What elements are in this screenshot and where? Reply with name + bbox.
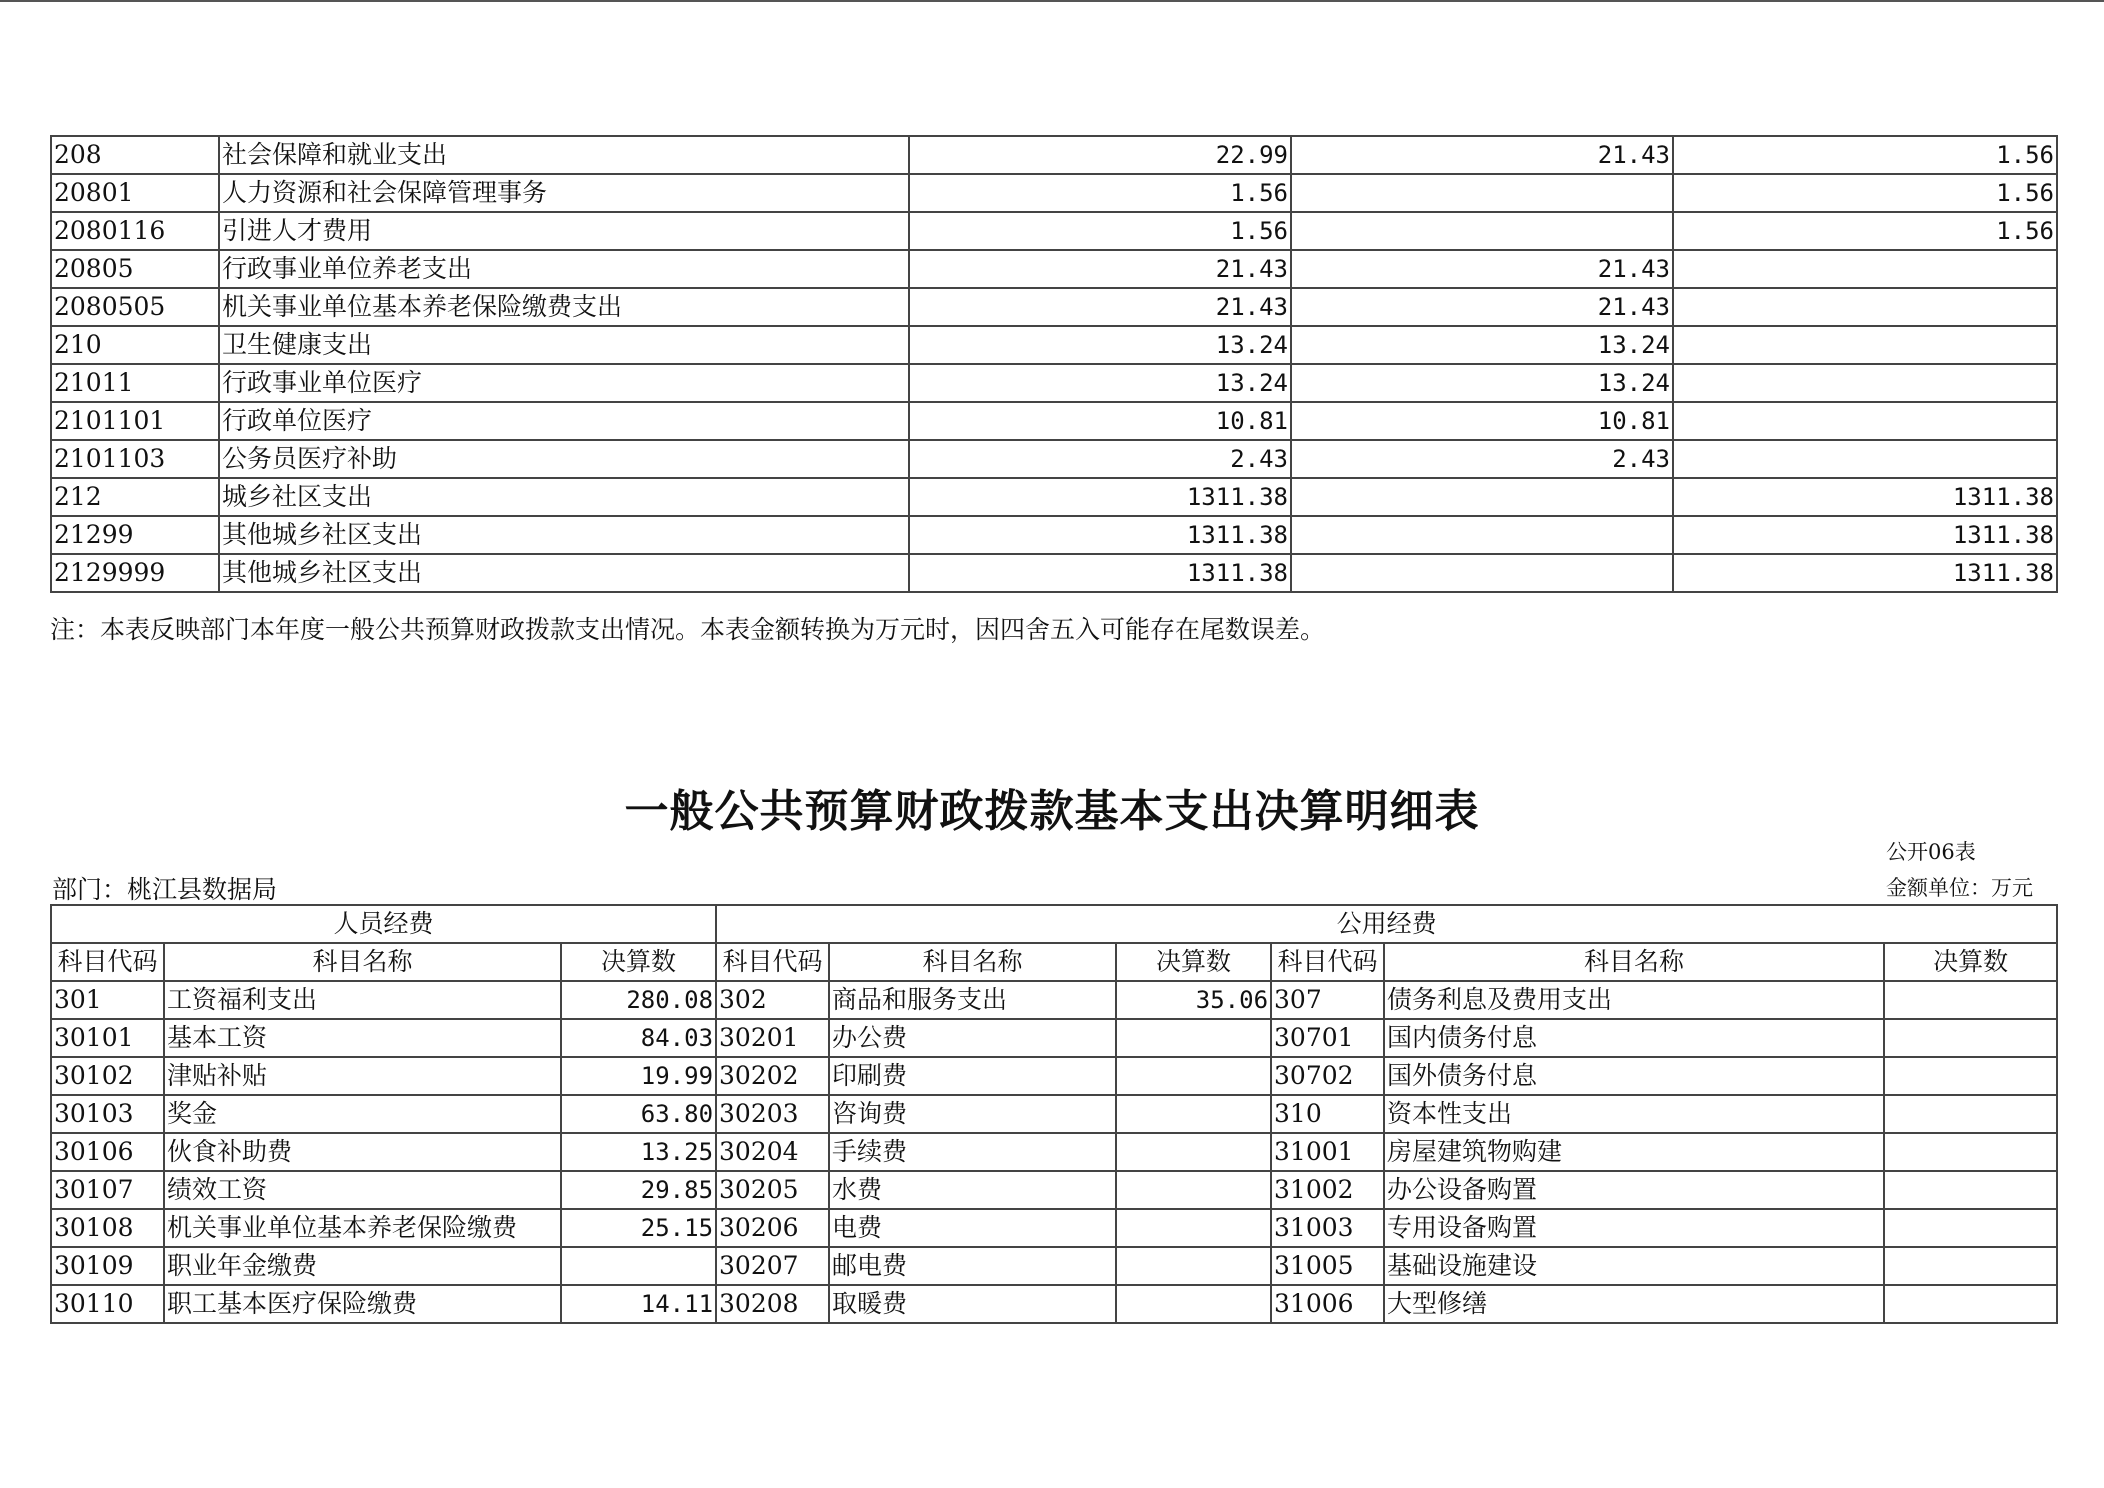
public-subject-name: 办公设备购置 <box>1384 1171 1884 1209</box>
table-row <box>51 981 2057 1019</box>
total-amount: 1.56 <box>909 174 1291 212</box>
public-subject-name: 大型修缮 <box>1384 1285 1884 1323</box>
subject-code: 210 <box>51 326 219 364</box>
public-subject-code: 30201 <box>716 1019 829 1057</box>
basic-expenditure-amount: 21.43 <box>1291 288 1673 326</box>
table-row <box>51 1019 2057 1057</box>
personnel-subject-code: 30101 <box>51 1019 164 1057</box>
project-expenditure-amount <box>1673 364 2057 402</box>
basic-expenditure-amount: 21.43 <box>1291 136 1673 174</box>
subject-code: 2101103 <box>51 440 219 478</box>
public-amount <box>1116 1133 1271 1171</box>
personnel-subject-name: 绩效工资 <box>164 1171 561 1209</box>
table-row <box>51 212 2057 250</box>
public-subject-code: 31005 <box>1271 1247 1384 1285</box>
public-amount <box>1884 981 2057 1019</box>
table-row <box>51 326 2057 364</box>
basic-expenditure-amount <box>1291 174 1673 212</box>
public-subject-code: 30204 <box>716 1133 829 1171</box>
public-amount <box>1116 1019 1271 1057</box>
project-expenditure-amount: 1.56 <box>1673 136 2057 174</box>
project-expenditure-amount <box>1673 402 2057 440</box>
subject-name: 行政单位医疗 <box>219 402 909 440</box>
table-row <box>51 1209 2057 1247</box>
public-subject-code: 30206 <box>716 1209 829 1247</box>
personnel-expense-header: 人员经费 <box>51 905 716 943</box>
personnel-amount: 19.99 <box>561 1057 716 1095</box>
personnel-subject-name: 机关事业单位基本养老保险缴费 <box>164 1209 561 1247</box>
total-amount: 2.43 <box>909 440 1291 478</box>
public-subject-code: 30203 <box>716 1095 829 1133</box>
detail-table-body <box>51 981 2057 1323</box>
table-note: 注：本表反映部门本年度一般公共预算财政拨款支出情况。本表金额转换为万元时，因四舍五入可能存在尾数误差。 <box>50 615 1326 644</box>
subject-code: 208 <box>51 136 219 174</box>
personnel-subject-code: 30102 <box>51 1057 164 1095</box>
col-header-amount: 决算数 <box>561 943 716 981</box>
table-row <box>51 1285 2057 1323</box>
basic-expenditure-amount <box>1291 516 1673 554</box>
group-header-row <box>51 905 2057 943</box>
table-row <box>51 1095 2057 1133</box>
public-subject-code: 30702 <box>1271 1057 1384 1095</box>
basic-expenditure-amount: 2.43 <box>1291 440 1673 478</box>
col-header-amount: 决算数 <box>1116 943 1271 981</box>
personnel-subject-code: 30107 <box>51 1171 164 1209</box>
project-expenditure-amount: 1311.38 <box>1673 554 2057 592</box>
subject-name: 其他城乡社区支出 <box>219 554 909 592</box>
basic-expenditure-amount: 13.24 <box>1291 364 1673 402</box>
public-amount <box>1116 1057 1271 1095</box>
public-amount <box>1116 1171 1271 1209</box>
public-subject-name: 邮电费 <box>829 1247 1116 1285</box>
public-subject-name: 国内债务付息 <box>1384 1019 1884 1057</box>
basic-expenditure-amount <box>1291 554 1673 592</box>
public-subject-name: 债务利息及费用支出 <box>1384 981 1884 1019</box>
subject-code: 21011 <box>51 364 219 402</box>
personnel-amount: 63.80 <box>561 1095 716 1133</box>
project-expenditure-amount: 1311.38 <box>1673 516 2057 554</box>
col-header-name: 科目名称 <box>829 943 1116 981</box>
total-amount: 13.24 <box>909 326 1291 364</box>
project-expenditure-amount <box>1673 250 2057 288</box>
public-subject-name: 基础设施建设 <box>1384 1247 1884 1285</box>
basic-expenditure-amount <box>1291 478 1673 516</box>
table-row <box>51 1171 2057 1209</box>
public-subject-name: 水费 <box>829 1171 1116 1209</box>
page-top-border <box>0 0 2104 2</box>
public-subject-code: 31003 <box>1271 1209 1384 1247</box>
personnel-subject-code: 301 <box>51 981 164 1019</box>
total-amount: 22.99 <box>909 136 1291 174</box>
basic-expenditure-detail-table <box>50 904 2058 1324</box>
public-subject-name: 电费 <box>829 1209 1116 1247</box>
public-amount <box>1884 1247 2057 1285</box>
public-amount <box>1884 1019 2057 1057</box>
subject-code: 212 <box>51 478 219 516</box>
public-subject-name: 国外债务付息 <box>1384 1057 1884 1095</box>
project-expenditure-amount <box>1673 326 2057 364</box>
public-amount <box>1884 1285 2057 1323</box>
basic-expenditure-amount <box>1291 212 1673 250</box>
table-row <box>51 364 2057 402</box>
subject-name: 社会保障和就业支出 <box>219 136 909 174</box>
public-amount <box>1116 1095 1271 1133</box>
subject-code: 20801 <box>51 174 219 212</box>
expenditure-table-body <box>51 136 2057 592</box>
project-expenditure-amount: 1311.38 <box>1673 478 2057 516</box>
basic-expenditure-amount: 13.24 <box>1291 326 1673 364</box>
personnel-subject-name: 职工基本医疗保险缴费 <box>164 1285 561 1323</box>
subject-code: 2101101 <box>51 402 219 440</box>
subject-code: 20805 <box>51 250 219 288</box>
public-expense-header: 公用经费 <box>716 905 2057 943</box>
public-subject-name: 手续费 <box>829 1133 1116 1171</box>
total-amount: 1.56 <box>909 212 1291 250</box>
personnel-subject-code: 30108 <box>51 1209 164 1247</box>
public-subject-code: 31001 <box>1271 1133 1384 1171</box>
total-amount: 21.43 <box>909 288 1291 326</box>
total-amount: 13.24 <box>909 364 1291 402</box>
public-subject-name: 咨询费 <box>829 1095 1116 1133</box>
table-row <box>51 516 2057 554</box>
public-amount <box>1884 1171 2057 1209</box>
public-amount <box>1884 1057 2057 1095</box>
column-header-row <box>51 943 2057 981</box>
public-amount <box>1884 1095 2057 1133</box>
personnel-subject-code: 30103 <box>51 1095 164 1133</box>
table-row <box>51 1247 2057 1285</box>
subject-code: 21299 <box>51 516 219 554</box>
public-amount <box>1116 1247 1271 1285</box>
table-row <box>51 440 2057 478</box>
table-row <box>51 478 2057 516</box>
personnel-subject-name: 津贴补贴 <box>164 1057 561 1095</box>
public-subject-name: 资本性支出 <box>1384 1095 1884 1133</box>
basic-expenditure-amount: 21.43 <box>1291 250 1673 288</box>
subject-name: 公务员医疗补助 <box>219 440 909 478</box>
subject-code: 2129999 <box>51 554 219 592</box>
public-subject-name: 专用设备购置 <box>1384 1209 1884 1247</box>
subject-code: 2080505 <box>51 288 219 326</box>
personnel-amount: 14.11 <box>561 1285 716 1323</box>
personnel-subject-code: 30109 <box>51 1247 164 1285</box>
public-subject-code: 30701 <box>1271 1019 1384 1057</box>
expenditure-table <box>50 135 2058 593</box>
subject-name: 其他城乡社区支出 <box>219 516 909 554</box>
public-subject-code: 307 <box>1271 981 1384 1019</box>
public-subject-name: 取暖费 <box>829 1285 1116 1323</box>
project-expenditure-amount <box>1673 288 2057 326</box>
personnel-amount: 29.85 <box>561 1171 716 1209</box>
table-row <box>51 402 2057 440</box>
subject-name: 行政事业单位医疗 <box>219 364 909 402</box>
public-amount <box>1884 1209 2057 1247</box>
form-number: 公开06表 <box>1886 840 1976 864</box>
public-subject-code: 31002 <box>1271 1171 1384 1209</box>
table-row <box>51 250 2057 288</box>
public-subject-name: 房屋建筑物购建 <box>1384 1133 1884 1171</box>
subject-name: 城乡社区支出 <box>219 478 909 516</box>
personnel-amount: 13.25 <box>561 1133 716 1171</box>
department-label: 部门：桃江县数据局 <box>52 875 278 904</box>
table-row <box>51 554 2057 592</box>
col-header-amount: 决算数 <box>1884 943 2057 981</box>
public-subject-code: 30207 <box>716 1247 829 1285</box>
personnel-subject-code: 30110 <box>51 1285 164 1323</box>
personnel-subject-name: 基本工资 <box>164 1019 561 1057</box>
col-header-code: 科目代码 <box>1271 943 1384 981</box>
public-subject-code: 310 <box>1271 1095 1384 1133</box>
table-row <box>51 1057 2057 1095</box>
public-subject-name: 商品和服务支出 <box>829 981 1116 1019</box>
public-subject-code: 302 <box>716 981 829 1019</box>
personnel-amount: 84.03 <box>561 1019 716 1057</box>
personnel-amount: 25.15 <box>561 1209 716 1247</box>
public-amount: 35.06 <box>1116 981 1271 1019</box>
col-header-name: 科目名称 <box>164 943 561 981</box>
project-expenditure-amount: 1.56 <box>1673 174 2057 212</box>
public-amount <box>1116 1285 1271 1323</box>
table-row <box>51 288 2057 326</box>
project-expenditure-amount: 1.56 <box>1673 212 2057 250</box>
total-amount: 1311.38 <box>909 478 1291 516</box>
public-subject-code: 31006 <box>1271 1285 1384 1323</box>
subject-name: 卫生健康支出 <box>219 326 909 364</box>
public-amount <box>1116 1209 1271 1247</box>
page-title: 一般公共预算财政拨款基本支出决算明细表 <box>624 786 1480 837</box>
col-header-code: 科目代码 <box>51 943 164 981</box>
subject-name: 引进人才费用 <box>219 212 909 250</box>
table-row <box>51 174 2057 212</box>
subject-code: 2080116 <box>51 212 219 250</box>
table-row <box>51 1133 2057 1171</box>
public-subject-name: 办公费 <box>829 1019 1116 1057</box>
public-subject-code: 30208 <box>716 1285 829 1323</box>
personnel-subject-name: 职业年金缴费 <box>164 1247 561 1285</box>
subject-name: 机关事业单位基本养老保险缴费支出 <box>219 288 909 326</box>
public-subject-code: 30202 <box>716 1057 829 1095</box>
col-header-code: 科目代码 <box>716 943 829 981</box>
public-subject-name: 印刷费 <box>829 1057 1116 1095</box>
project-expenditure-amount <box>1673 440 2057 478</box>
total-amount: 10.81 <box>909 402 1291 440</box>
col-header-name: 科目名称 <box>1384 943 1884 981</box>
personnel-subject-name: 伙食补助费 <box>164 1133 561 1171</box>
personnel-subject-code: 30106 <box>51 1133 164 1171</box>
total-amount: 21.43 <box>909 250 1291 288</box>
personnel-subject-name: 奖金 <box>164 1095 561 1133</box>
subject-name: 行政事业单位养老支出 <box>219 250 909 288</box>
subject-name: 人力资源和社会保障管理事务 <box>219 174 909 212</box>
total-amount: 1311.38 <box>909 516 1291 554</box>
amount-unit-label: 金额单位：万元 <box>1886 876 2033 900</box>
total-amount: 1311.38 <box>909 554 1291 592</box>
public-amount <box>1884 1133 2057 1171</box>
table-row <box>51 136 2057 174</box>
personnel-subject-name: 工资福利支出 <box>164 981 561 1019</box>
personnel-amount: 280.08 <box>561 981 716 1019</box>
personnel-amount <box>561 1247 716 1285</box>
basic-expenditure-amount: 10.81 <box>1291 402 1673 440</box>
public-subject-code: 30205 <box>716 1171 829 1209</box>
